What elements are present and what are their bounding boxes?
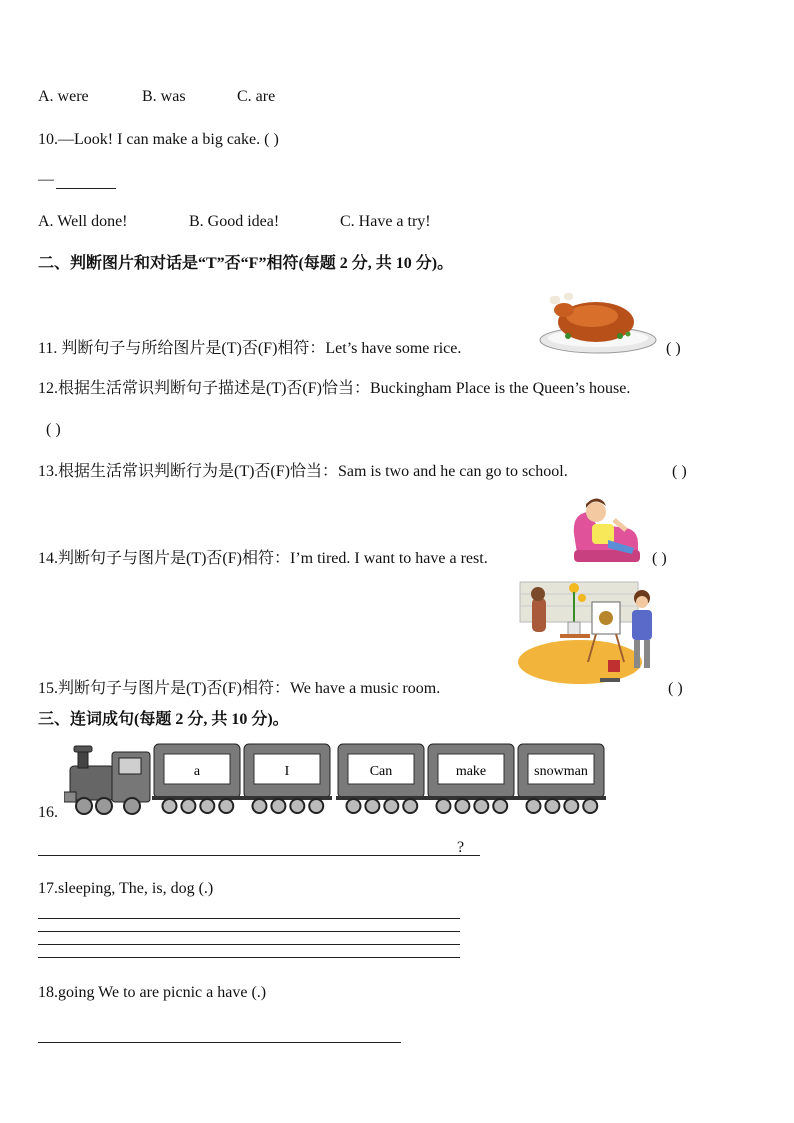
q16-question-mark: ? <box>457 839 465 856</box>
q18-answer-line[interactable] <box>38 1042 401 1043</box>
q9-option-a: A. were <box>38 88 89 105</box>
painting-scene-image <box>514 578 662 692</box>
q15-answer-blank[interactable]: ( ) <box>668 680 683 697</box>
q14-text: 14.判断句子与图片是(T)否(F)相符：I’m tired. I want to have a rest. <box>38 550 488 567</box>
q13-text: 13.根据生活常识判断行为是(T)否(F)恰当：Sam is two and he can go to school. <box>38 463 568 480</box>
q10-reply-dash: — <box>38 171 54 188</box>
train-car <box>152 744 242 813</box>
q12-text: 12.根据生活常识判断句子描述是(T)否(F)恰当：Buckingham Place is the Queen’s house. <box>38 380 631 397</box>
q10-option-a: A. Well done! <box>38 213 128 230</box>
train-car <box>242 744 332 813</box>
q13-answer-blank[interactable]: ( ) <box>672 463 687 480</box>
q12-answer-blank[interactable]: ( ) <box>46 421 61 438</box>
q9-option-c: C. are <box>237 88 276 105</box>
q10-answer-line[interactable] <box>56 188 116 189</box>
q10-option-b: B. Good idea! <box>189 213 280 230</box>
q11-text: 11. 判断句子与所给图片是(T)否(F)相符：Let’s have some rice. <box>38 340 462 357</box>
word-train-image <box>64 738 608 818</box>
q17-answer-line-4[interactable] <box>38 957 460 958</box>
q16-number: 16. <box>38 804 58 821</box>
word-card-1: I <box>284 764 290 779</box>
locomotive-icon <box>64 746 150 814</box>
q17-answer-line-2[interactable] <box>38 931 460 932</box>
q10-stem: 10.—Look! I can make a big cake. ( ) <box>38 131 279 148</box>
train-car <box>426 744 516 813</box>
roast-turkey-image <box>538 290 658 356</box>
q10-option-c: C. Have a try! <box>340 213 431 230</box>
word-card-3: make <box>455 764 487 779</box>
section2-title: 二、判断图片和对话是“T”否“F”相符(每题 2 分, 共 10 分)。 <box>38 255 454 272</box>
train-car <box>336 744 426 813</box>
q17-answer-line-3[interactable] <box>38 944 460 945</box>
q16-answer-line[interactable] <box>38 855 480 856</box>
resting-boy-image <box>568 494 644 568</box>
q18-text: 18.going We to are picnic a have (.) <box>38 984 267 1001</box>
q14-answer-blank[interactable]: ( ) <box>652 550 667 567</box>
section3-title: 三、连词成句(每题 2 分, 共 10 分)。 <box>38 711 289 728</box>
q17-text: 17.sleeping, The, is, dog (.) <box>38 880 214 897</box>
q11-answer-blank[interactable]: ( ) <box>666 340 681 357</box>
word-card-4: snowman <box>534 764 588 779</box>
word-card-0: a <box>193 764 201 779</box>
q9-option-b: B. was <box>142 88 186 105</box>
q17-answer-line-1[interactable] <box>38 918 460 919</box>
q15-text: 15.判断句子与图片是(T)否(F)相符：We have a music room. <box>38 680 441 697</box>
word-card-2: Can <box>369 764 393 779</box>
train-car <box>516 744 606 813</box>
